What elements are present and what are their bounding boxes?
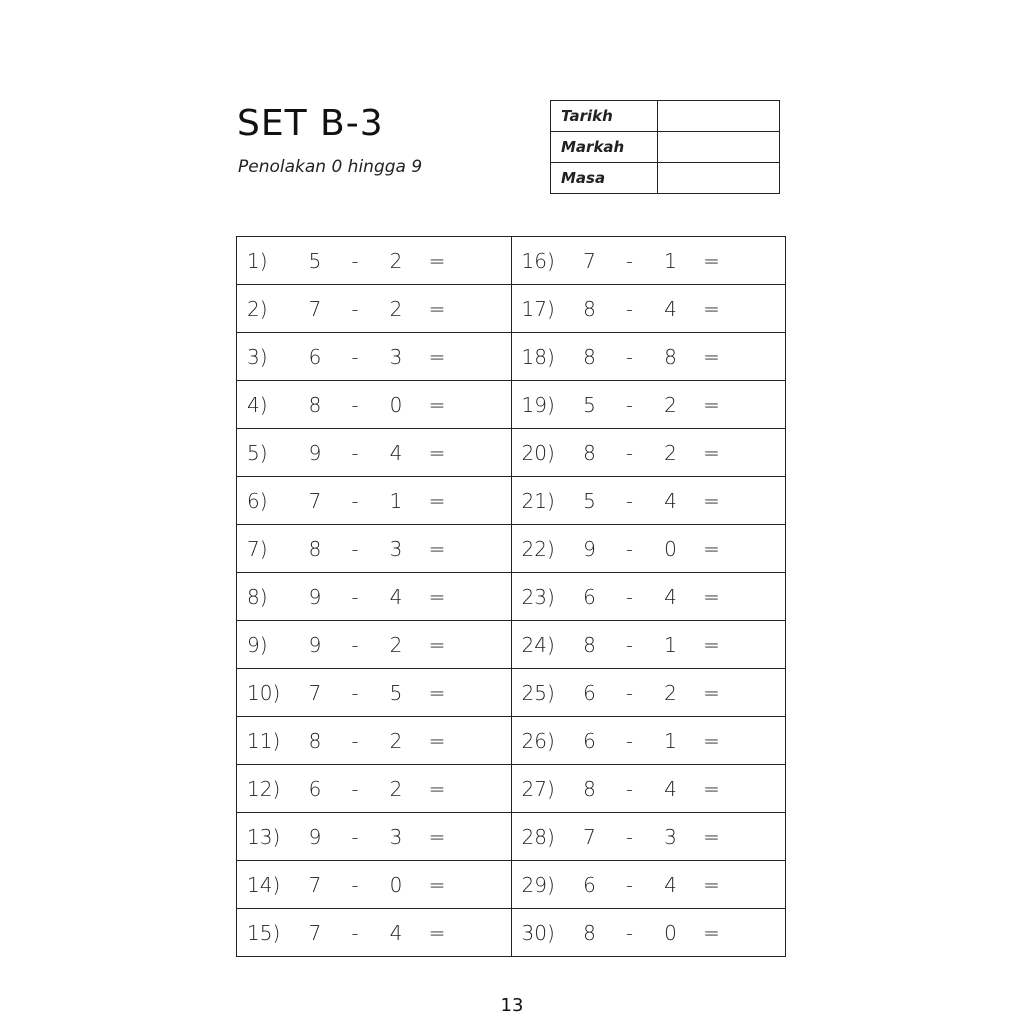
problem-cell — [237, 573, 512, 621]
problem-equals: = — [703, 296, 720, 321]
problem-equals: = — [428, 584, 446, 609]
problem-row — [237, 237, 786, 285]
problem-subtrahend: 2 — [389, 248, 403, 273]
problem-operator: - — [625, 632, 634, 657]
problem-cell — [511, 813, 786, 861]
problem-subtrahend: 1 — [664, 632, 677, 657]
problem-equals: = — [428, 632, 446, 657]
problem-row — [237, 861, 786, 909]
problem-cell — [237, 381, 512, 429]
problem-subtrahend: 2 — [389, 632, 403, 657]
problem-cell — [237, 813, 512, 861]
problem-cell — [237, 717, 512, 765]
problem-subtrahend: 4 — [664, 488, 677, 513]
problem-minuend: 7 — [308, 680, 322, 705]
problem-cell — [237, 429, 512, 477]
problem-minuend: 6 — [583, 872, 596, 897]
problem-row — [237, 525, 786, 573]
problem — [512, 573, 786, 620]
problem-number: 5) — [247, 440, 268, 465]
problem-operator: - — [351, 776, 359, 801]
problem-operator: - — [351, 248, 359, 273]
problem — [512, 477, 786, 524]
problem-operator: - — [625, 584, 634, 609]
problem-subtrahend: 4 — [664, 776, 677, 801]
problem-equals: = — [428, 392, 446, 417]
problem-subtrahend: 3 — [389, 824, 403, 849]
info-value-marks — [657, 132, 779, 163]
problem-operator: - — [625, 920, 634, 945]
problem-cell — [237, 621, 512, 669]
problem — [237, 285, 511, 332]
problem-equals: = — [428, 728, 446, 753]
problem — [512, 717, 786, 764]
info-row-marks — [551, 132, 780, 163]
problem-subtrahend: 0 — [389, 392, 403, 417]
problem-subtrahend: 4 — [389, 584, 403, 609]
problem-number: 24) — [521, 632, 555, 657]
problem-subtrahend: 4 — [664, 296, 677, 321]
problem-cell — [511, 669, 786, 717]
problem — [237, 237, 511, 284]
worksheet-subtitle: Penolakan 0 hingga 9 — [238, 157, 423, 177]
problem-operator: - — [625, 680, 634, 705]
problem-row — [237, 477, 786, 525]
problem-cell — [511, 861, 786, 909]
problem-minuend: 9 — [308, 632, 322, 657]
problem — [512, 381, 786, 428]
problem-subtrahend: 2 — [664, 680, 677, 705]
problem-subtrahend: 2 — [389, 728, 403, 753]
problem-row — [237, 573, 786, 621]
info-label-date: Tarikh — [551, 101, 658, 132]
problem — [237, 669, 511, 716]
problem-number: 8) — [247, 584, 268, 609]
problem — [237, 861, 511, 908]
problem-operator: - — [625, 344, 634, 369]
problem — [237, 765, 511, 812]
problem-number: 17) — [521, 296, 555, 321]
problem-subtrahend: 3 — [664, 824, 677, 849]
problem-number: 2) — [247, 296, 268, 321]
problem — [237, 573, 511, 620]
problem-cell — [237, 285, 512, 333]
problem-row — [237, 429, 786, 477]
problem-minuend: 9 — [583, 536, 596, 561]
problem-cell — [237, 669, 512, 717]
problem-minuend: 9 — [308, 440, 322, 465]
problem-cell — [237, 525, 512, 573]
problem-number: 12) — [247, 776, 281, 801]
problem-minuend: 7 — [308, 920, 322, 945]
problem-number: 16) — [521, 248, 555, 273]
problem-operator: - — [351, 536, 359, 561]
problem-number: 10) — [247, 680, 281, 705]
problem — [512, 333, 786, 380]
problem-row — [237, 621, 786, 669]
problems-body — [237, 237, 786, 957]
problem-number: 6) — [247, 488, 268, 513]
problem-row — [237, 669, 786, 717]
problem-row — [237, 717, 786, 765]
problem-operator: - — [625, 488, 634, 513]
problems-table — [236, 236, 786, 957]
problem-operator: - — [625, 392, 634, 417]
problem-operator: - — [351, 440, 359, 465]
problem-minuend: 6 — [583, 680, 596, 705]
problem-number: 27) — [521, 776, 555, 801]
problem-operator: - — [351, 296, 359, 321]
problem-subtrahend: 0 — [664, 920, 677, 945]
problem-equals: = — [703, 536, 720, 561]
problem-minuend: 7 — [583, 248, 596, 273]
problem-number: 29) — [521, 872, 555, 897]
problem-minuend: 8 — [308, 392, 322, 417]
info-box — [550, 100, 780, 194]
problem — [237, 621, 511, 668]
problem-equals: = — [428, 488, 446, 513]
problem-minuend: 5 — [583, 392, 596, 417]
problem-minuend: 8 — [583, 344, 596, 369]
problem-cell — [237, 237, 512, 285]
problem — [237, 909, 511, 956]
problem-number: 25) — [521, 680, 555, 705]
problem-number: 9) — [247, 632, 268, 657]
problem-minuend: 7 — [308, 488, 322, 513]
info-row-date — [551, 101, 780, 132]
problem-cell — [511, 429, 786, 477]
problem-row — [237, 813, 786, 861]
problem-equals: = — [703, 872, 720, 897]
problem-operator: - — [625, 872, 634, 897]
problem-minuend: 8 — [583, 776, 596, 801]
problem-number: 28) — [521, 824, 555, 849]
problem-minuend: 9 — [308, 824, 322, 849]
problem-minuend: 5 — [583, 488, 596, 513]
problem-subtrahend: 2 — [664, 392, 677, 417]
problem-cell — [511, 621, 786, 669]
problem-row — [237, 381, 786, 429]
problem-number: 26) — [521, 728, 555, 753]
problem — [512, 285, 786, 332]
problem-number: 1) — [247, 248, 268, 273]
problem-number: 22) — [521, 536, 555, 561]
problem-number: 23) — [521, 584, 555, 609]
problem-operator: - — [351, 728, 359, 753]
problem-subtrahend: 4 — [389, 920, 403, 945]
problem-subtrahend: 3 — [389, 344, 403, 369]
problem-minuend: 7 — [308, 296, 322, 321]
problem-number: 7) — [247, 536, 268, 561]
problem-number: 20) — [521, 440, 555, 465]
problem-equals: = — [703, 488, 720, 513]
problem-cell — [511, 285, 786, 333]
problem-number: 15) — [247, 920, 281, 945]
problem-operator: - — [625, 728, 634, 753]
problem-subtrahend: 0 — [664, 536, 677, 561]
problem-operator: - — [351, 344, 359, 369]
info-row-time — [551, 163, 780, 194]
problem-cell — [511, 525, 786, 573]
problem-minuend: 6 — [308, 344, 322, 369]
info-label-marks: Markah — [551, 132, 658, 163]
problem — [512, 861, 786, 908]
problem-operator: - — [351, 824, 359, 849]
problem-equals: = — [428, 920, 446, 945]
problem-minuend: 6 — [308, 776, 322, 801]
problem-cell — [237, 909, 512, 957]
page-number: 13 — [500, 995, 524, 1016]
problem-number: 3) — [247, 344, 268, 369]
problem-operator: - — [625, 536, 634, 561]
problem — [237, 477, 511, 524]
problem-row — [237, 765, 786, 813]
problem-minuend: 7 — [308, 872, 322, 897]
problem — [512, 429, 786, 476]
problem-equals: = — [428, 872, 446, 897]
problem-cell — [511, 765, 786, 813]
problem-equals: = — [703, 632, 720, 657]
worksheet-title: SET B-3 — [237, 103, 384, 144]
problem-subtrahend: 2 — [389, 296, 403, 321]
problem-operator: - — [351, 872, 359, 897]
problem-equals: = — [703, 680, 720, 705]
problem-subtrahend: 8 — [664, 344, 677, 369]
problem-equals: = — [703, 584, 720, 609]
problem-minuend: 8 — [583, 296, 596, 321]
problem-subtrahend: 2 — [389, 776, 403, 801]
problem-row — [237, 285, 786, 333]
problem-equals: = — [428, 824, 446, 849]
problem-cell — [511, 573, 786, 621]
problem-minuend: 8 — [583, 632, 596, 657]
problem-number: 19) — [521, 392, 555, 417]
problem-operator: - — [625, 776, 634, 801]
problem-minuend: 8 — [583, 920, 596, 945]
problem-subtrahend: 4 — [389, 440, 403, 465]
problem-minuend: 8 — [583, 440, 596, 465]
problem-operator: - — [351, 488, 359, 513]
info-label-time: Masa — [551, 163, 658, 194]
problem — [237, 525, 511, 572]
problem — [512, 813, 786, 860]
problem-row — [237, 333, 786, 381]
problem-operator: - — [625, 824, 634, 849]
problem-cell — [511, 381, 786, 429]
problem-minuend: 8 — [308, 536, 322, 561]
problem-operator: - — [351, 392, 359, 417]
problem-operator: - — [625, 440, 634, 465]
problem-cell — [511, 717, 786, 765]
problem-minuend: 8 — [308, 728, 322, 753]
problem-minuend: 9 — [308, 584, 322, 609]
problem-subtrahend: 5 — [389, 680, 403, 705]
info-value-time — [657, 163, 779, 194]
problem-minuend: 6 — [583, 728, 596, 753]
problem — [237, 717, 511, 764]
problem-equals: = — [703, 824, 720, 849]
problem-subtrahend: 0 — [389, 872, 403, 897]
problem-operator: - — [351, 680, 359, 705]
problem-operator: - — [351, 632, 359, 657]
problem-cell — [237, 861, 512, 909]
problem — [512, 765, 786, 812]
problem-subtrahend: 1 — [664, 248, 677, 273]
problem-equals: = — [428, 296, 446, 321]
problem-equals: = — [703, 344, 720, 369]
problem-operator: - — [351, 584, 359, 609]
problem-cell — [511, 333, 786, 381]
problem-cell — [511, 477, 786, 525]
problem-equals: = — [703, 248, 720, 273]
problem — [237, 381, 511, 428]
problem-equals: = — [428, 440, 446, 465]
info-value-date — [657, 101, 779, 132]
problem-subtrahend: 2 — [664, 440, 677, 465]
problem-equals: = — [428, 680, 446, 705]
problem-number: 4) — [247, 392, 268, 417]
problem-row — [237, 909, 786, 957]
problem — [237, 813, 511, 860]
problem-cell — [237, 765, 512, 813]
problem-minuend: 6 — [583, 584, 596, 609]
problem-cell — [237, 477, 512, 525]
problem-operator: - — [351, 920, 359, 945]
problem-operator: - — [625, 248, 634, 273]
problem — [512, 525, 786, 572]
problem-operator: - — [625, 296, 634, 321]
problem-equals: = — [428, 776, 446, 801]
problem — [512, 669, 786, 716]
problem-number: 18) — [521, 344, 555, 369]
problem-equals: = — [428, 344, 446, 369]
problem-cell — [511, 909, 786, 957]
problem — [237, 429, 511, 476]
problem-number: 14) — [247, 872, 281, 897]
problem-cell — [237, 333, 512, 381]
problem-cell — [511, 237, 786, 285]
problem-number: 11) — [247, 728, 281, 753]
problem-subtrahend: 4 — [664, 584, 677, 609]
problem-number: 21) — [521, 488, 555, 513]
problem — [512, 621, 786, 668]
problem-equals: = — [703, 392, 720, 417]
problem-equals: = — [428, 248, 446, 273]
problem-subtrahend: 1 — [664, 728, 677, 753]
problem-equals: = — [703, 440, 720, 465]
problem-number: 13) — [247, 824, 281, 849]
problem-minuend: 7 — [583, 824, 596, 849]
problem-equals: = — [703, 776, 720, 801]
problem — [512, 237, 786, 284]
problem-equals: = — [428, 536, 446, 561]
problem-subtrahend: 4 — [664, 872, 677, 897]
problem — [237, 333, 511, 380]
problem-equals: = — [703, 920, 720, 945]
problem — [512, 909, 786, 956]
problem-minuend: 5 — [308, 248, 322, 273]
problem-equals: = — [703, 728, 720, 753]
problem-subtrahend: 3 — [389, 536, 403, 561]
problem-number: 30) — [521, 920, 555, 945]
problem-subtrahend: 1 — [389, 488, 403, 513]
